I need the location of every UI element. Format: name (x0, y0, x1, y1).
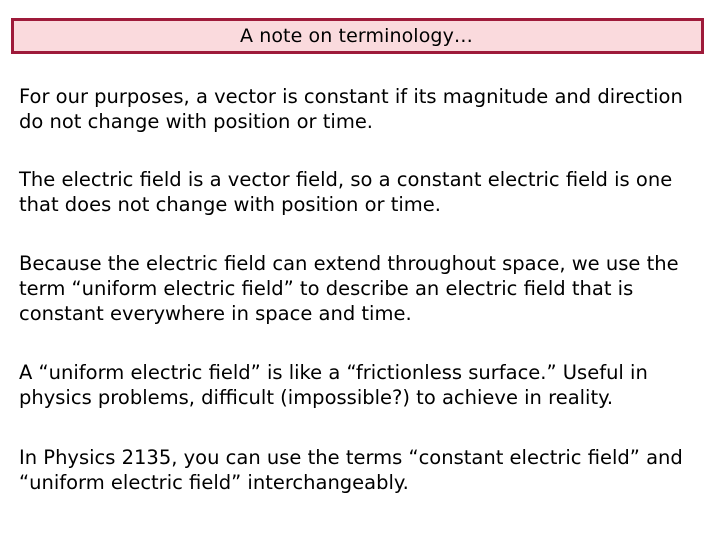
paragraph-constant-vector (19, 84, 709, 134)
paragraph-constant-field (19, 167, 709, 217)
paragraph-interchangeable-terms (19, 445, 709, 495)
paragraph-frictionless-analogy (19, 360, 709, 410)
paragraph-line: In Physics 2135, you can use the terms “constant electric field” and (19, 446, 683, 469)
paragraph-line: physics problems, difficult (impossible?) to achieve in reality. (19, 386, 614, 409)
paragraph-line: “uniform electric field” interchangeably. (19, 471, 409, 494)
slide-title: A note on terminology… (239, 24, 474, 47)
paragraph-line: term “uniform electric field” to describe an electric field that is (19, 277, 634, 300)
paragraph-line: The electric field is a vector field, so a constant electric field is one (19, 168, 673, 191)
paragraph-line: that does not change with position or time. (19, 193, 441, 216)
paragraph-line: constant everywhere in space and time. (19, 302, 412, 325)
paragraph-line: do not change with position or time. (19, 110, 374, 133)
paragraph-line: For our purposes, a vector is constant if its magnitude and direction (19, 85, 683, 108)
paragraph-uniform-field-definition (19, 251, 709, 326)
paragraph-line: Because the electric field can extend throughout space, we use the (19, 252, 679, 275)
slide-title-box (11, 18, 704, 54)
paragraph-line: A “uniform electric field” is like a “frictionless surface.” Useful in (19, 361, 648, 384)
